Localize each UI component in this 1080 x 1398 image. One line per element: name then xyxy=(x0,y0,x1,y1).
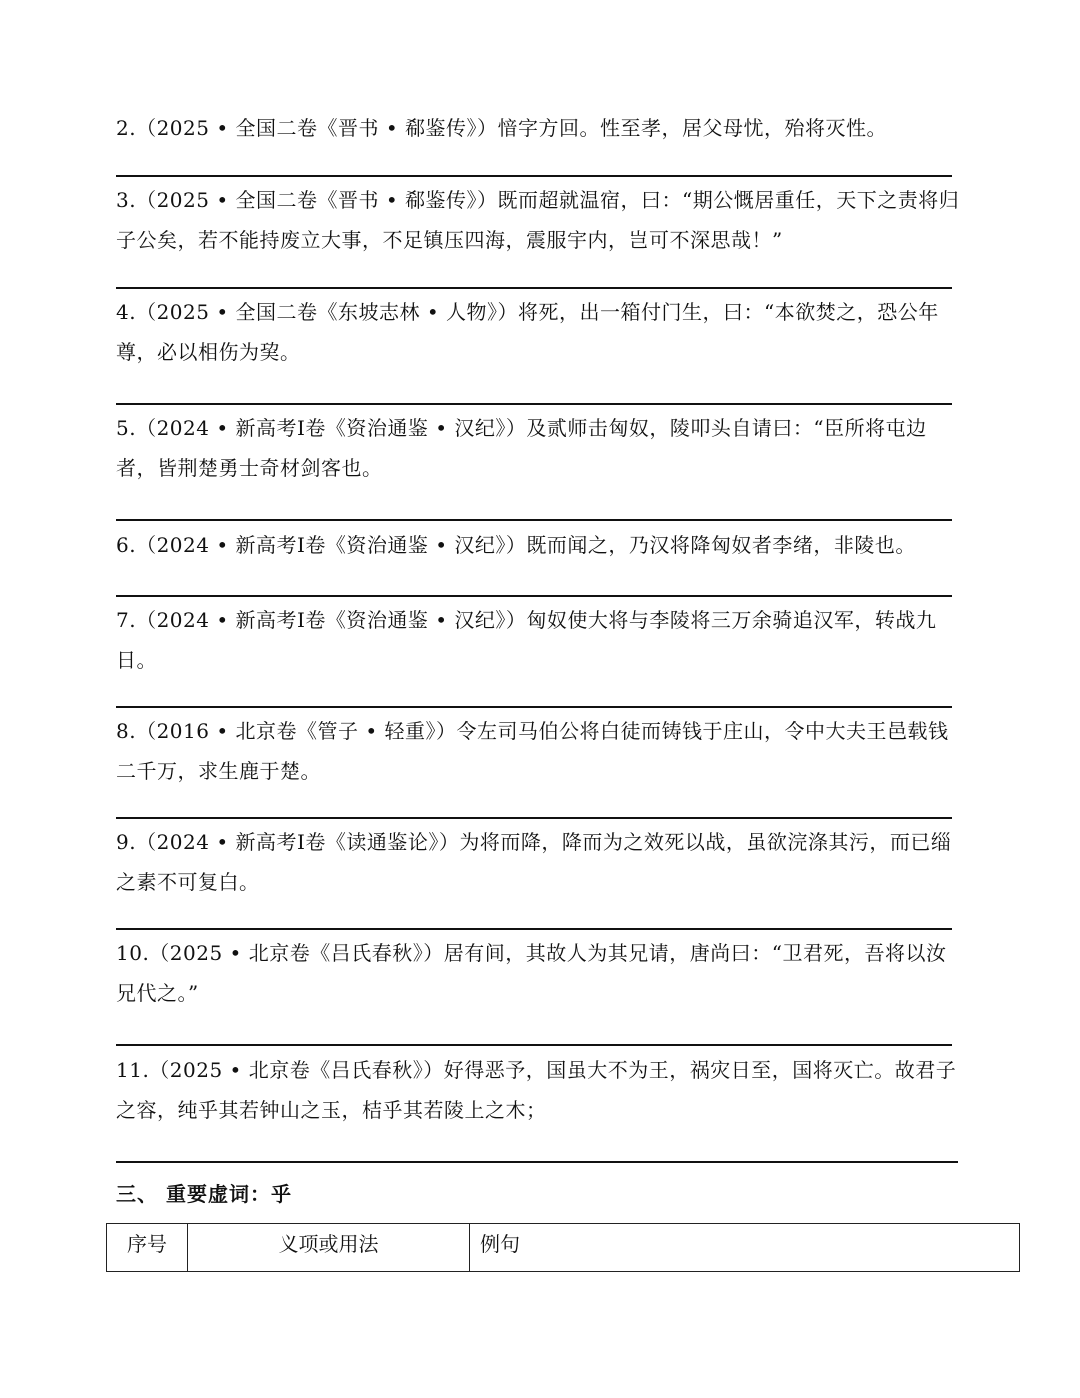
answer-line-3[interactable] xyxy=(116,287,952,289)
answer-line-5[interactable] xyxy=(116,519,952,521)
exercise-item-10: 10.（2025 • 北京卷《吕氏春秋》）居有间，其故人为其兄请，唐尚曰：“卫君死，吾将以汝兄代之。” xyxy=(116,941,947,1005)
exercise-item-4: 4.（2025 • 全国二卷《东坡志林 • 人物》）将死，出一箱付门生，曰：“本欲焚之，恐公年尊，必以相伤为巭。 xyxy=(116,300,939,364)
table-header-sequence: 序号 xyxy=(107,1224,188,1272)
answer-line-4[interactable] xyxy=(116,403,952,405)
answer-line-6[interactable] xyxy=(116,595,952,597)
table-header-example: 例句 xyxy=(470,1224,1020,1272)
table-header-meaning: 义项或用法 xyxy=(188,1224,470,1272)
table-header-row xyxy=(107,1224,1020,1272)
answer-line-11[interactable] xyxy=(116,1161,958,1163)
answer-line-8[interactable] xyxy=(116,817,952,819)
exercise-item-5: 5.（2024 • 新高考Ⅰ卷《资治通鉴 • 汉纪》）及贰师击匈奴，陵叩头自请曰：“臣所将屯边者，皆荆楚勇士奇材剑客也。 xyxy=(116,416,927,480)
section-heading: 三、 重要虚词：乎 xyxy=(116,1182,292,1206)
exercise-item-11: 11.（2025 • 北京卷《吕氏春秋》）好得恶予，国虽大不为王，祸灾日至，国将灭亡。故君子之容，纯乎其若钟山之玉，桔乎其若陵上之木； xyxy=(116,1058,957,1122)
answer-line-9[interactable] xyxy=(116,928,952,930)
exercise-item-8: 8.（2016 • 北京卷《管子 • 轻重》）令左司马伯公将白徒而铸钱于庄山，令中大夫王邑载钱二千万，求生鹿于楚。 xyxy=(116,719,949,783)
answer-line-7[interactable] xyxy=(116,706,952,708)
exercise-item-9: 9.（2024 • 新高考Ⅰ卷《读通鉴论》）为将而降，降而为之效死以战，虽欲浣涤其污，而已缁之素不可复白。 xyxy=(116,830,952,894)
exercise-item-2: 2.（2025 • 全国二卷《晋书 • 郗鉴传》）愔字方回。性至孝，居父母忧，殆将灭性。 xyxy=(116,116,888,140)
answer-line-10[interactable] xyxy=(116,1044,952,1046)
exercise-item-6: 6.（2024 • 新高考Ⅰ卷《资治通鉴 • 汉纪》）既而闻之，乃汉将降匈奴者李绪，非陵也。 xyxy=(116,533,916,557)
exercise-item-3: 3.（2025 • 全国二卷《晋书 • 郗鉴传》）既而超就温宿，曰：“期公慨居重任，天下之责将归子公矣，若不能持废立大事，不足镇压四海，震服宇内，岂可不深思哉！” xyxy=(116,188,960,252)
exercise-item-7: 7.（2024 • 新高考Ⅰ卷《资治通鉴 • 汉纪》）匈奴使大将与李陵将三万余骑追汉军，转战九日。 xyxy=(116,608,937,672)
answer-line-2[interactable] xyxy=(116,175,952,177)
usage-table xyxy=(106,1223,1020,1272)
